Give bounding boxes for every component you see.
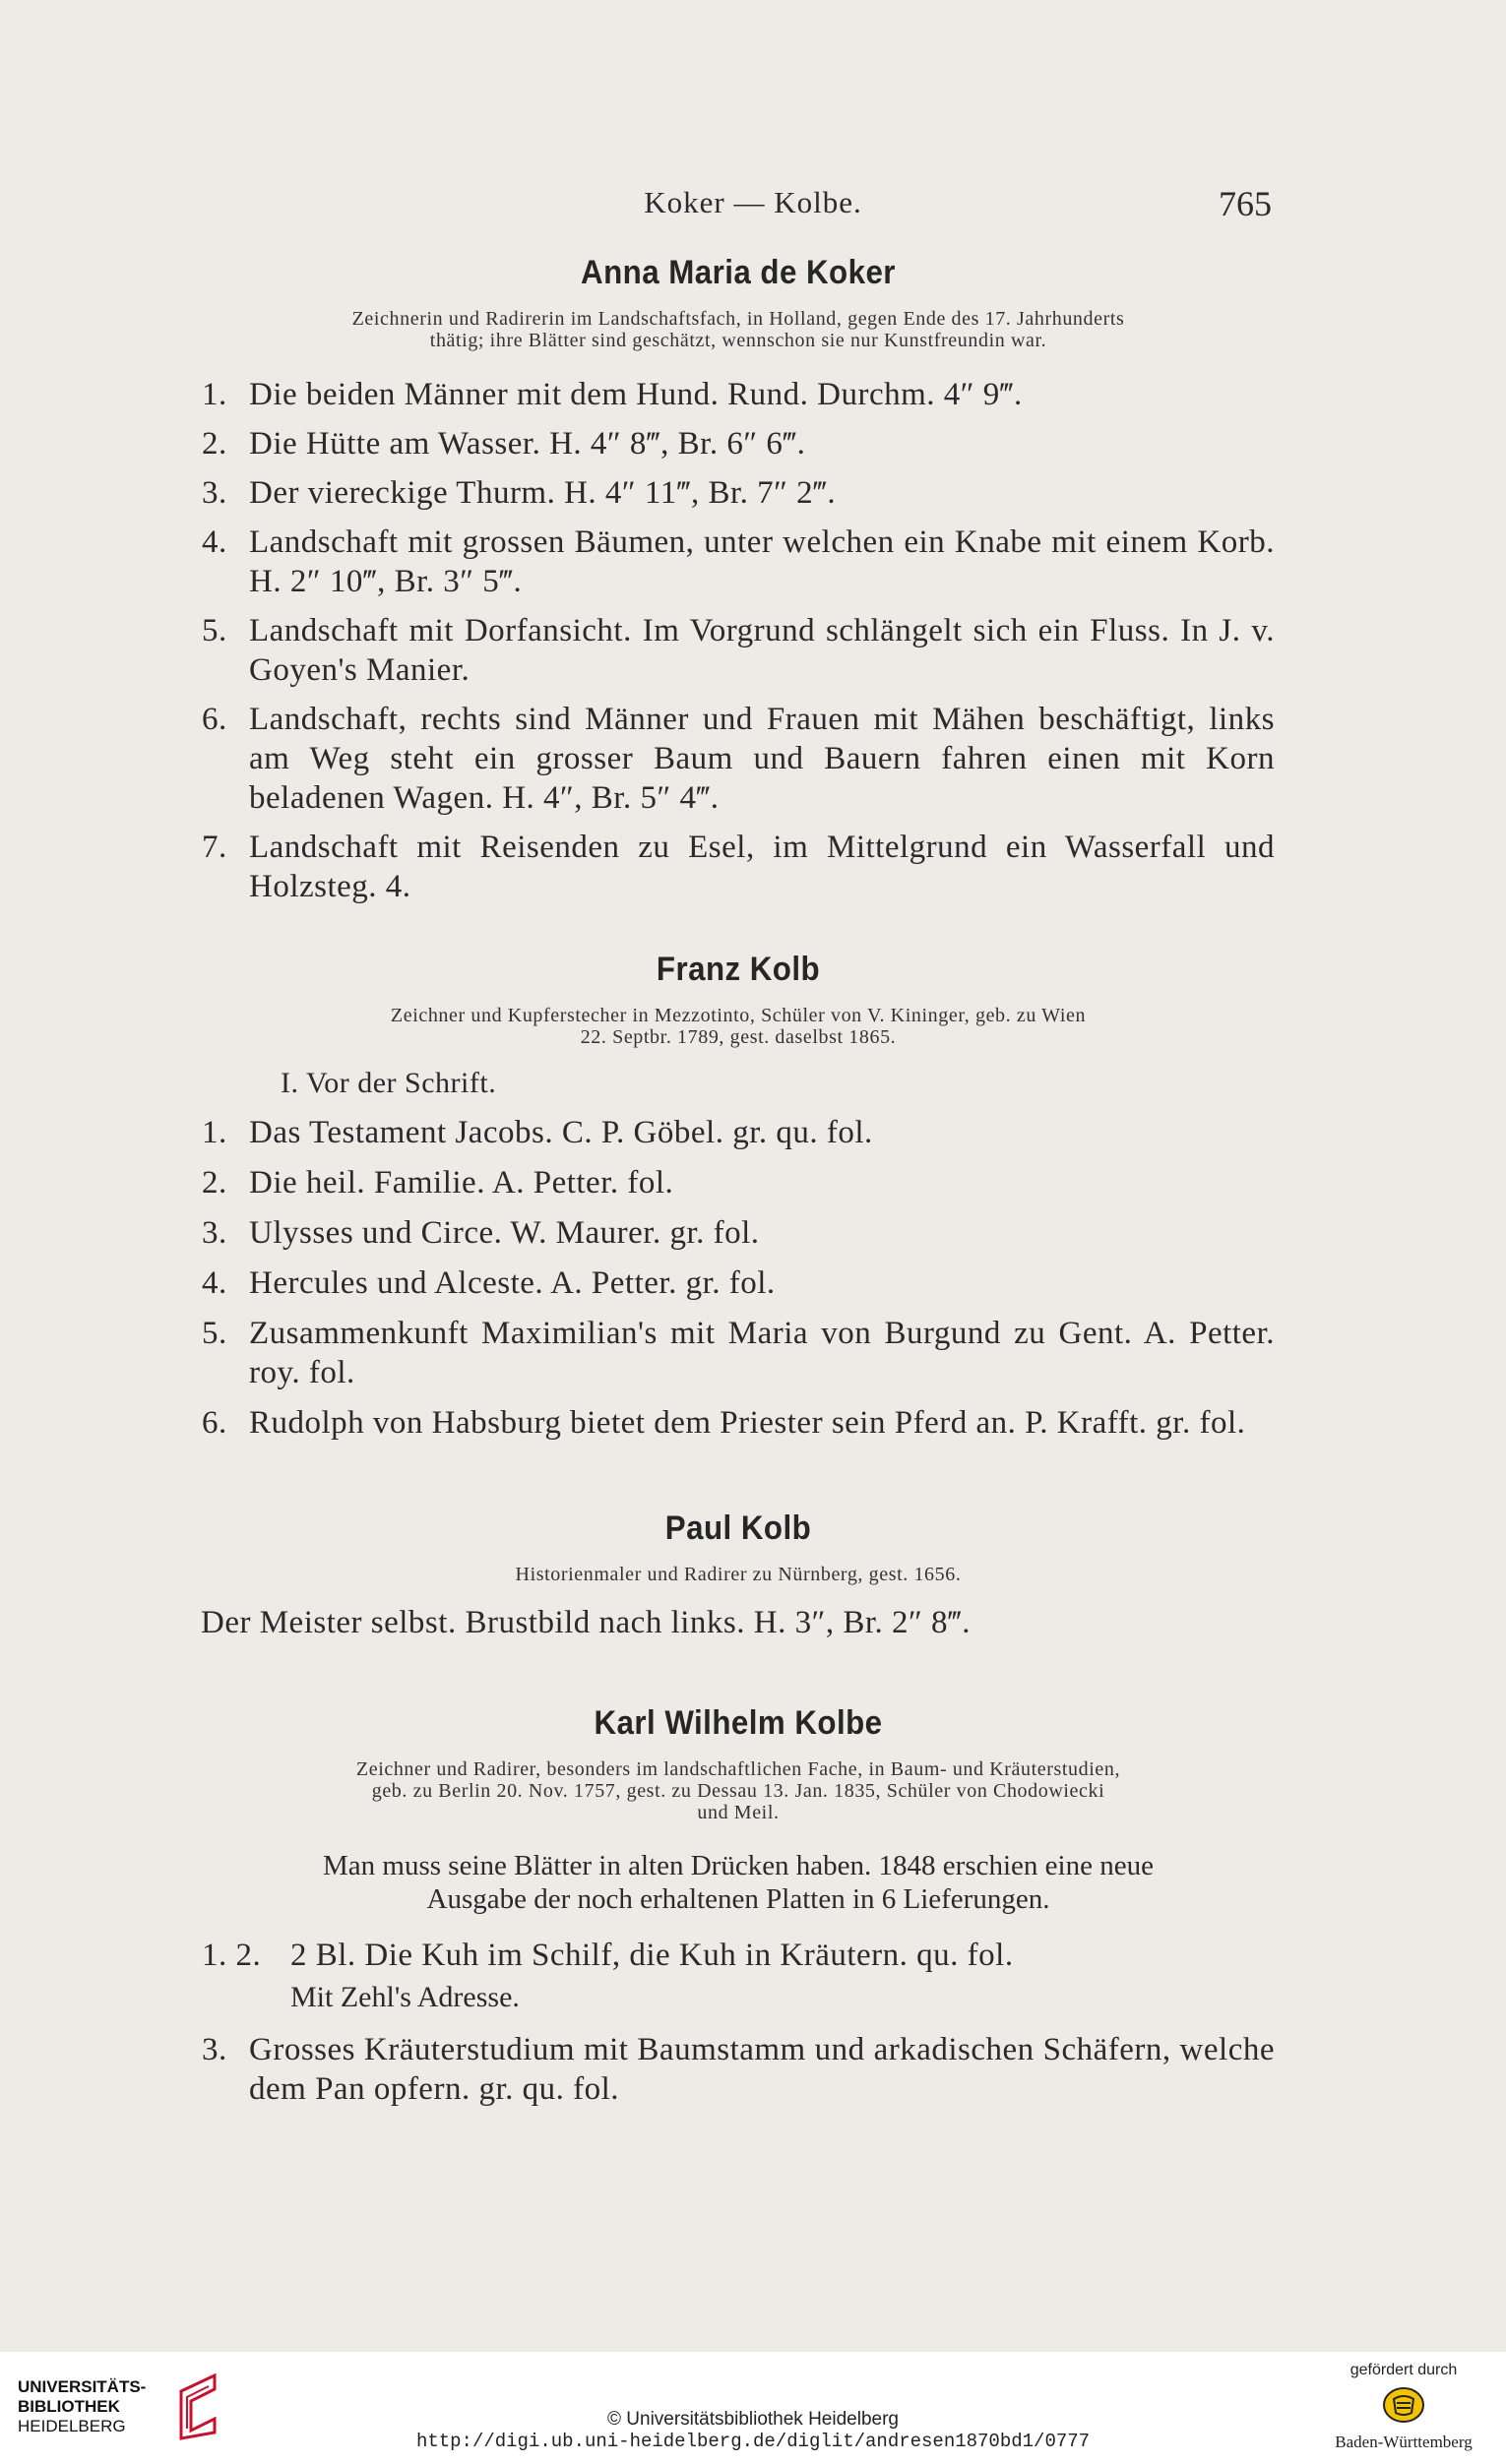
entry-number: 3. <box>202 1215 227 1251</box>
entry-number: 3. <box>202 475 227 511</box>
catalogue-entry <box>202 1403 1275 1443</box>
entry-number: 4. <box>202 1265 227 1301</box>
artist-description <box>202 308 1275 351</box>
entry-number: 3. <box>202 2032 227 2067</box>
note-line: Ausgabe der noch erhaltenen Platten in 6 Lieferungen. <box>426 1883 1050 1915</box>
description-line: Zeichnerin und Radirerin im Landschaftsfach, in Holland, gegen Ende des 17. Jahrhunderts <box>351 308 1125 330</box>
artist-name-franz-kolb: Franz Kolb <box>656 951 821 988</box>
digitization-footer <box>0 2352 1506 2464</box>
entry-text: Die beiden Männer mit dem Hund. Rund. Durchm. 4″ 9‴. <box>249 377 1023 412</box>
entry-number: 6. <box>202 702 227 737</box>
description-line: und Meil. <box>697 1802 780 1823</box>
entry-text: Zusammenkunft Maximilian's mit Maria von Burgund zu Gent. A. Petter. roy. fol. <box>249 1316 1275 1390</box>
entry-text: Landschaft mit Dorfansicht. Im Vorgrund schlängelt sich ein Fluss. In J. v. Goyen's Manier. <box>249 613 1275 688</box>
catalogue-entry <box>202 1936 1275 1975</box>
entry-text: Rudolph von Habsburg bietet dem Priester sein Pferd an. P. Krafft. gr. fol. <box>249 1405 1246 1441</box>
entry-number: 5. <box>202 1316 227 1351</box>
section-paul-kolb <box>202 1509 1275 1642</box>
entry-number: 2. <box>202 1165 227 1201</box>
catalogue-entry: Der Meister selbst. Brustbild nach links. H. 3″, Br. 2″ 8‴. <box>201 1605 972 1640</box>
artist-name-kolbe: Karl Wilhelm Kolbe <box>594 1704 883 1742</box>
catalogue-entry <box>202 1263 1275 1303</box>
page-number: 765 <box>1219 184 1272 223</box>
description-line: geb. zu Berlin 20. Nov. 1757, gest. zu Dessau 13. Jan. 1835, Schüler von Chodowiecki <box>371 1780 1105 1802</box>
entry-number: 2. <box>202 426 227 462</box>
sponsor-name: Baden-Württemberg <box>1335 2433 1473 2451</box>
sponsor-label: gefördert durch <box>1349 2362 1458 2378</box>
artist-description: Historienmaler und Radirer zu Nürnberg, gest. 1656. <box>515 1564 962 1585</box>
catalogue-entry <box>202 1163 1275 1202</box>
entry-text: Landschaft mit Reisenden zu Esel, im Mittelgrund ein Wasserfall und Holzsteg. 4. <box>249 830 1275 904</box>
catalogue-entry <box>202 611 1275 690</box>
coat-of-arms-icon <box>1382 2385 1425 2425</box>
section-kolbe <box>202 1704 1275 2109</box>
catalogue-entry <box>202 700 1275 818</box>
entry-sub-note: Mit Zehl's Adresse. <box>290 1981 520 2013</box>
artist-name-paul-kolb: Paul Kolb <box>664 1509 812 1547</box>
entry-text: Landschaft, rechts sind Männer und Frauen mit Mähen beschäftigt, links am Weg steht ein grosser Baum und Bauern fahren einen mit Korn beladenen Wagen. H. 4″, Br. 5″ 4‴. <box>249 702 1275 816</box>
catalogue-entry <box>202 1213 1275 1253</box>
entry-text: Grosses Kräuterstudium mit Baumstamm und arkadischen Schäfern, welche dem Pan opfern. gr. qu. fol. <box>249 2032 1275 2107</box>
catalogue-entry <box>202 1314 1275 1392</box>
library-name-line: UNIVERSITÄTS- <box>18 2377 147 2396</box>
artist-description <box>202 1005 1275 1048</box>
catalogue-entry <box>202 375 1275 414</box>
copyright-notice: © Universitätsbibliothek Heidelberg <box>607 2409 899 2430</box>
section-koker <box>202 254 1275 906</box>
entry-text: Ulysses und Circe. W. Maurer. gr. fol. <box>249 1215 760 1251</box>
entry-number: 1. <box>202 377 227 412</box>
description-line: Zeichner und Kupferstecher in Mezzotinto, Schüler von V. Kininger, geb. zu Wien <box>390 1005 1087 1026</box>
entry-text: Die Hütte am Wasser. H. 4″ 8‴, Br. 6″ 6‴. <box>249 426 806 462</box>
note-line: Man muss seine Blätter in alten Drücken haben. 1848 erschien eine neue <box>323 1850 1154 1881</box>
running-title: Koker — Kolbe. <box>644 185 862 219</box>
entry-text: Die heil. Familie. A. Petter. fol. <box>249 1165 674 1201</box>
permalink-url[interactable]: http://digi.ub.uni-heidelberg.de/diglit/andresen1870bd1/0777 <box>415 2431 1091 2452</box>
entry-number: 5. <box>202 613 227 648</box>
state-heading: I. Vor der Schrift. <box>281 1067 497 1099</box>
entry-text: Landschaft mit grossen Bäumen, unter welchen ein Knabe mit einem Korb. H. 2″ 10‴, Br. 3″ 5‴. <box>249 524 1275 599</box>
library-name-line: BIBLIOTHEK <box>18 2397 120 2416</box>
description-line: thätig; ihre Blätter sind geschätzt, wennschon sie nur Kunstfreundin war. <box>429 330 1047 351</box>
catalogue-entry <box>202 1113 1275 1152</box>
catalogue-entry <box>202 424 1275 463</box>
library-name-line: HEIDELBERG <box>18 2417 126 2435</box>
catalogue-entry <box>202 473 1275 513</box>
entry-number: 7. <box>202 830 227 865</box>
artist-name-koker: Anna Maria de Koker <box>581 254 896 291</box>
sponsor-block <box>1315 2362 1492 2452</box>
note-paragraph <box>202 1849 1275 1916</box>
entry-number: 1. 2. <box>202 1938 262 1973</box>
section-franz-kolb <box>202 951 1275 1443</box>
entry-text: 2 Bl. Die Kuh im Schilf, die Kuh in Kräutern. qu. fol. <box>290 1938 1014 1973</box>
catalogue-entry <box>202 2030 1275 2109</box>
catalogue-entry <box>202 828 1275 906</box>
entry-text: Das Testament Jacobs. C. P. Göbel. gr. qu. fol. <box>249 1115 873 1150</box>
entry-text: Hercules und Alceste. A. Petter. gr. fol. <box>249 1265 776 1301</box>
catalogue-entry <box>202 523 1275 601</box>
entry-number: 6. <box>202 1405 227 1441</box>
artist-description <box>202 1758 1275 1823</box>
entry-text: Der viereckige Thurm. H. 4″ 11‴, Br. 7″ 2‴. <box>249 475 837 511</box>
entry-number: 4. <box>202 524 227 560</box>
description-line: 22. Septbr. 1789, gest. daselbst 1865. <box>580 1026 897 1048</box>
entry-number: 1. <box>202 1115 227 1150</box>
description-line: Zeichner und Radirer, besonders im landschaftlichen Fache, in Baum- und Kräuterstudien, <box>355 1758 1121 1780</box>
